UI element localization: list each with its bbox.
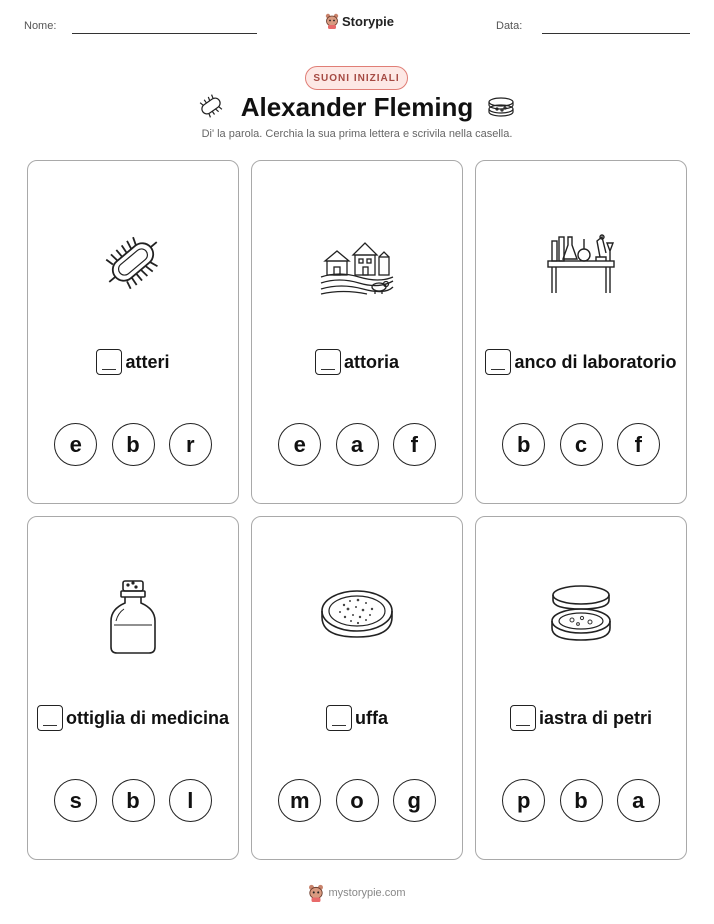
word-text: attoria [343, 351, 399, 372]
word-card [475, 516, 687, 860]
farm-icon [319, 231, 395, 295]
letter-option[interactable]: g [393, 779, 436, 822]
word-text: atteri [125, 351, 170, 372]
bacteria-icon [98, 227, 168, 297]
petri-dish-icon [486, 92, 516, 120]
letter-option[interactable]: e [54, 423, 97, 466]
brand-name: Storypie [342, 13, 395, 29]
lab-bench-icon [544, 227, 618, 297]
answer-box[interactable] [485, 349, 511, 375]
letter-option[interactable]: l [169, 779, 212, 822]
letter-option[interactable]: s [54, 779, 97, 822]
page-title: Alexander Fleming [240, 92, 474, 122]
answer-box[interactable] [37, 705, 63, 731]
answer-box[interactable] [96, 349, 122, 375]
word-card [475, 160, 687, 504]
name-line[interactable] [72, 33, 257, 34]
letter-option[interactable]: r [169, 423, 212, 466]
mold-dish-icon [318, 585, 396, 645]
footer [0, 884, 714, 902]
name-label: Nome: [24, 20, 57, 32]
answer-box[interactable] [510, 705, 536, 731]
word-text: uffa [355, 707, 388, 728]
letter-option[interactable]: e [278, 423, 321, 466]
letter-option[interactable]: b [560, 779, 603, 822]
petri-dish-icon [548, 583, 614, 647]
instructions: Di' la parola. Cerchia la sua prima lettera e scrivila nella casella. [201, 128, 513, 140]
answer-box[interactable] [315, 349, 341, 375]
word-text: iastra di petri [538, 707, 653, 728]
word-card [27, 160, 239, 504]
letter-option[interactable]: b [112, 779, 155, 822]
topic-badge: SUONI INIZIALI [305, 66, 408, 90]
date-label: Data: [496, 20, 523, 32]
date-line[interactable] [542, 33, 690, 34]
word-card [251, 160, 463, 504]
letter-option[interactable]: f [393, 423, 436, 466]
word-text: ottiglia di medicina [65, 707, 230, 728]
letter-option[interactable]: c [560, 423, 603, 466]
word-card [251, 516, 463, 860]
letter-option[interactable]: f [617, 423, 660, 466]
letter-option[interactable]: b [502, 423, 545, 466]
letter-option[interactable]: o [336, 779, 379, 822]
medicine-bottle-icon [106, 577, 160, 657]
letter-option[interactable]: b [112, 423, 155, 466]
letter-option[interactable]: p [502, 779, 545, 822]
word-text: anco di laboratorio [514, 351, 677, 372]
word-card [27, 516, 239, 860]
brand-logo [325, 13, 394, 29]
letter-option[interactable]: m [278, 779, 321, 822]
answer-box[interactable] [326, 705, 352, 731]
storypie-mascot-icon [325, 13, 339, 29]
footer-url[interactable]: mystorypie.com [328, 887, 406, 899]
letter-option[interactable]: a [617, 779, 660, 822]
storypie-mascot-icon [308, 884, 324, 902]
letter-option[interactable]: a [336, 423, 379, 466]
